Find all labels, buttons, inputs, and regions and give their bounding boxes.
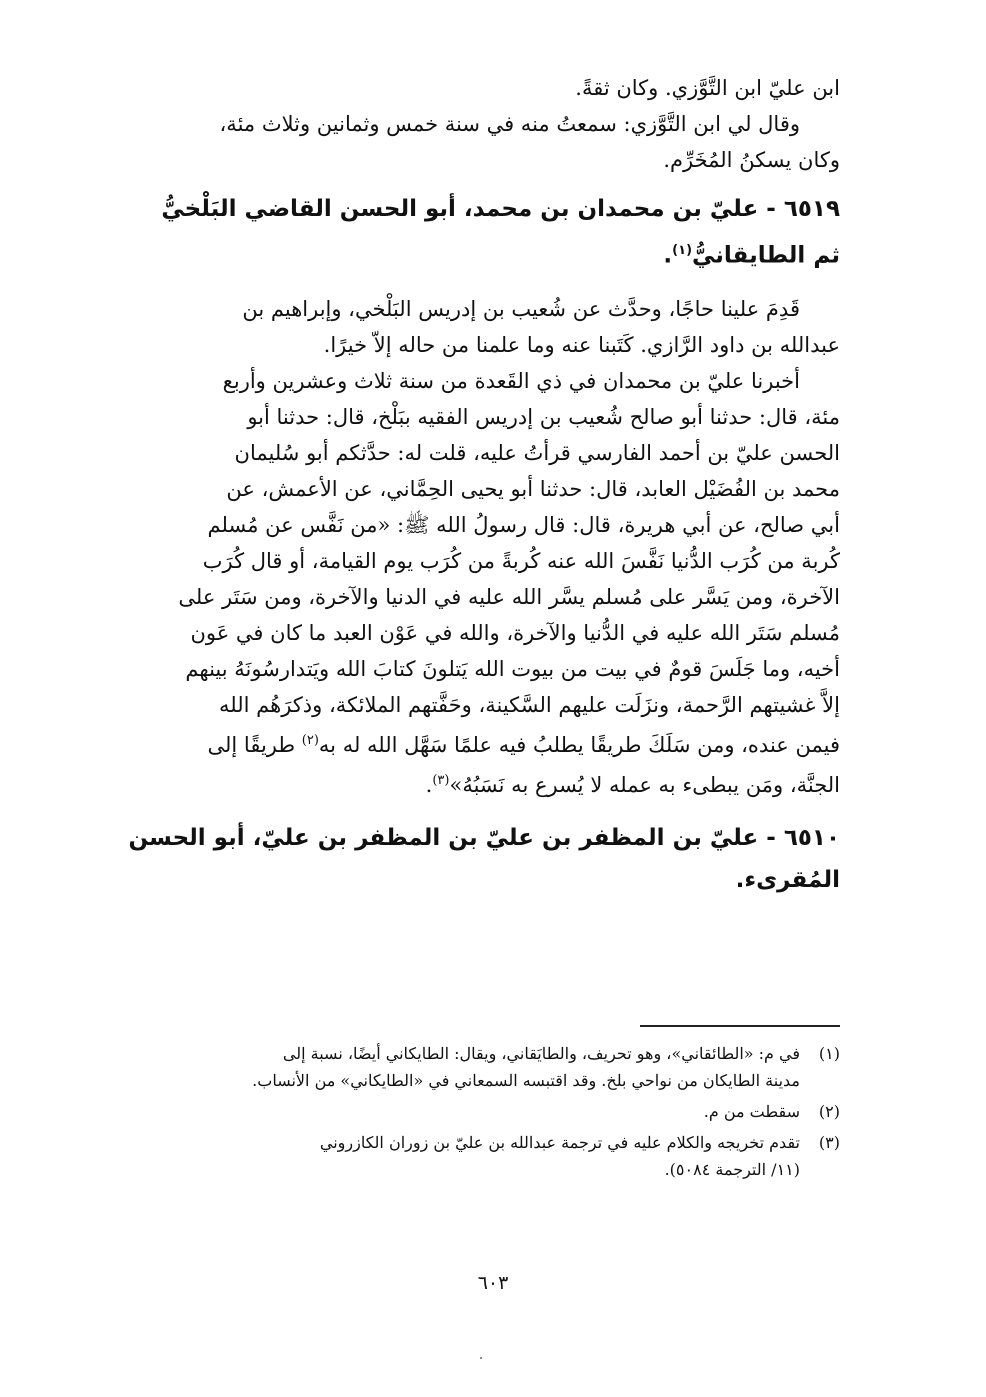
paragraph	[140, 363, 840, 803]
text-line: محمد بن الفُضَيْل العابد، قال: حدثنا أبو يحيى الحِمَّاني، عن الأعمش، عن	[226, 476, 840, 501]
text-line: الحسن عليّ بن أحمد الفارسي قرأتُ عليه، قلت له: حدَّثكم أبو سُليمان	[234, 440, 840, 465]
entry-heading-line: ٦٥١٩ - عليّ بن محمدان بن محمد، أبو الحسن القاضي البَلْخيُّ	[161, 196, 840, 222]
text-segment: .	[425, 772, 433, 797]
text-segment: طريقًا إلى	[207, 732, 302, 757]
footnote-line: تقدم تخريجه والكلام عليه في ترجمة عبدالله بن عليّ بن زوران الكازروني	[319, 1133, 800, 1152]
heading-text: ثم الطايقانيُّ	[692, 242, 840, 269]
text-line: الآخرة، ومن يَسَّر على مُسلم يسَّر الله عليه في الدنيا والآخرة، ومن سَتَر على	[178, 584, 840, 609]
text-segment: فيمن عنده، ومن سَلَكَ طريقًا يطلبُ فيه علمًا سَهَّل الله له به	[318, 732, 840, 757]
entry-heading	[140, 188, 840, 277]
footnote-ref: (٢)	[301, 732, 319, 748]
scan-speck	[480, 1357, 482, 1359]
text-segment: الجنَّة، ومَن يبطىء به عمله لا يُسرع به نَسَبُهُ»	[449, 772, 840, 797]
entry-heading	[128, 817, 840, 901]
footnote-text	[140, 1129, 800, 1183]
footnotes	[140, 1040, 840, 1187]
footnote-text	[140, 1040, 800, 1094]
text-line: عبدالله بن داود الرَّازي. كَتَبنا عنه وما علمنا من حاله إلاّ خيرًا.	[323, 332, 840, 357]
text-line: ابن عليّ ابن التَّوَّزي. وكان ثقةً.	[575, 76, 840, 100]
footnote-ref: (١)	[672, 243, 693, 258]
footnote-text	[140, 1098, 800, 1125]
footnote-number: (٢)	[818, 1102, 840, 1121]
page-number: ٦٠٣	[477, 1272, 509, 1294]
entry-heading-line: ٦٥١٠ - عليّ بن المظفر بن عليّ بن المظفر بن عليّ، أبو الحسن	[128, 824, 840, 851]
text-line: مُسلم سَتَر الله عليه في الدُّنيا والآخرة، والله في عَوْن العبد ما كان في عَون	[190, 620, 840, 645]
paragraph	[140, 291, 840, 363]
text-line	[140, 723, 840, 763]
page-body	[128, 70, 840, 915]
footnote	[140, 1040, 840, 1094]
heading-end: .	[663, 242, 673, 269]
text-line: قَدِمَ علينا حاجًا، وحدَّث عن شُعيب بن إدريس البَلْخي، وإبراهيم بن	[242, 296, 800, 321]
entry-heading-line: المُقرىء.	[735, 866, 840, 893]
footnote-line: سقطت من م.	[703, 1102, 800, 1121]
footnote	[140, 1098, 840, 1125]
text-line: أخبرنا عليّ بن محمدان في ذي القَعدة من سنة ثلاث وعشرين وأربع	[222, 368, 800, 393]
footnote-line: مدينة الطايكان من نواحي بلخ. وقد اقتبسه السمعاني في «الطايكاني» من الأنساب.	[252, 1071, 800, 1090]
footnote-number: (٣)	[818, 1133, 840, 1152]
text-line: مئة، قال: حدثنا أبو صالح شُعيب بن إدريس الفقيه ببَلْخ، قال: حدثنا أبو	[247, 404, 840, 429]
text-line: كُربة من كُرَب الدُّنيا نَفَّسَ الله عنه كُربةً من كُرَب يوم القيامة، أو قال كُرَب	[202, 548, 840, 573]
footnote-number: (١)	[818, 1044, 840, 1063]
text-line: وقال لي ابن التَّوَّزي: سمعتُ منه في سنة خمس وثمانين وثلاث مئة،	[219, 112, 800, 136]
text-line: أبي صالح، عن أبي هريرة، قال: قال رسولُ الله ﷺ: «من نَفَّس عن مُسلم	[207, 512, 840, 537]
text-line	[140, 763, 840, 803]
footnote	[140, 1129, 840, 1183]
text-line: إلاَّ غشيتهم الرَّحمة، ونزَلَت عليهم السَّكينة، وحَفَّتهم الملائكة، وذكرَهُم الله	[219, 692, 840, 717]
footnote-ref: (٣)	[432, 772, 450, 788]
footnote-divider	[640, 1025, 840, 1027]
text-line: أخيه، وما جَلَسَ قومٌ في بيت من بيوت الله يَتلونَ كتابَ الله ويَتدارسُونَهُ بينهم	[185, 656, 840, 681]
text-line: وكان يسكنُ المُخَرِّم.	[663, 148, 840, 172]
footnote-line: (١١/ الترجمة ٥٠٨٤).	[664, 1160, 800, 1179]
entry-heading-line	[140, 230, 840, 277]
footnote-line: في م: «الطائقاني»، وهو تحريف، والطايَقاني، ويقال: الطايكاني أيضًا، نسبة إلى	[282, 1044, 800, 1063]
